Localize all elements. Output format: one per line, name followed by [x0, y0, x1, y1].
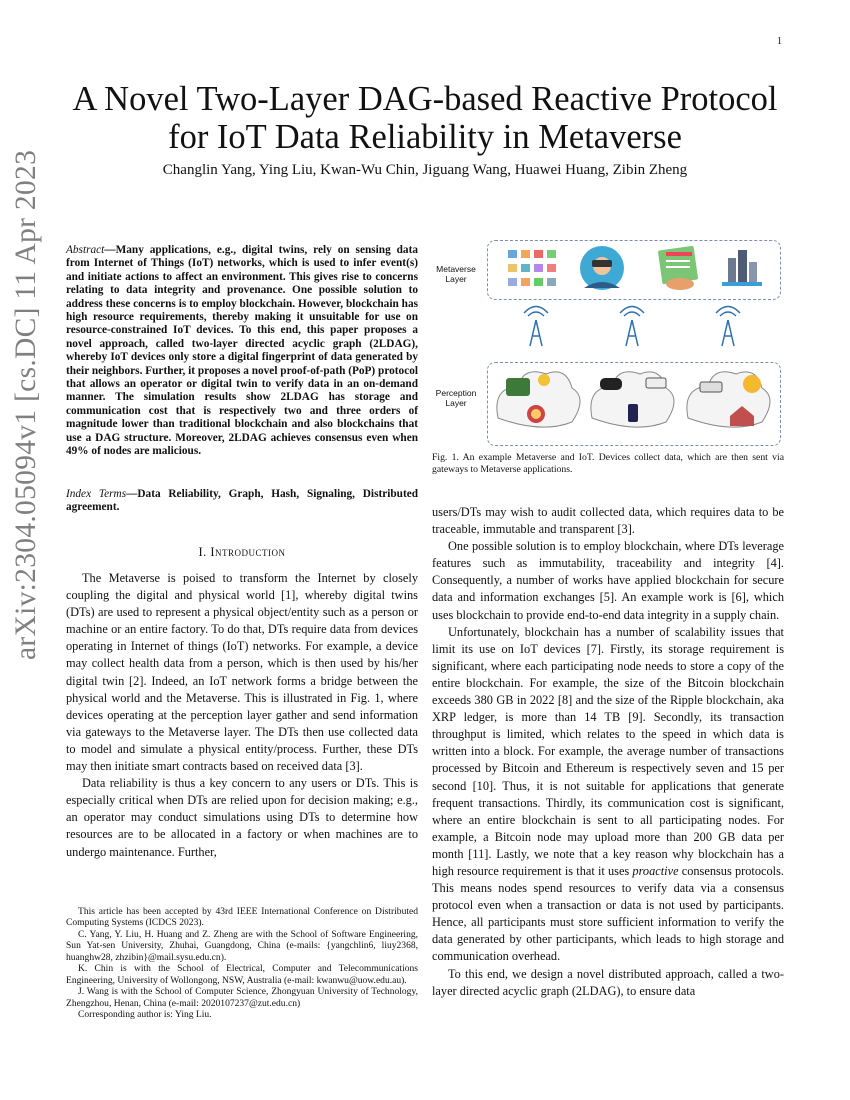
abstract-text: —Many applications, e.g., digital twins, rely on sensing data from Internet of Things (IoT) networks, which is used to infer event(s) and initiate actions to affect an environment. This gives rise to concerns relating to data integrity and provenance. One possible solution to address these concerns is to employ blockchain. However, blockchain has high resource requirements, thereby making it unsuitable for use on resource-constrained IoT devices. To this end, this paper proposes a novel approach, called two-layer directed acyclic graph (2LDAG), whereby IoT devices only store a digital fingerprint of data generated by their neighbors. Further, it proposes a novel proof-of-path (PoP) protocol that allows an operator or digital twin to verify data in an on-demand manner. The simulation results show 2LDAG has storage and communication cost that is respectively two and three orders of magnitude lower than traditional blockchain and also blockchains that use a DAG structure. Moreover, 2LDAG achieves consensus even when 49% of nodes are malicious.	[66, 244, 418, 458]
intro-paragraph: Data reliability is thus a key concern to any users or DTs. This is especially critical when DTs are relied upon for decision making; e.g., an operator may conduct simulations using DTs to determine how resources are to be allocated in a factory or when machines are to undergo maintenance. Further,	[66, 776, 418, 859]
metaverse-layer-label: Metaverse Layer	[436, 264, 476, 284]
figure-1	[432, 238, 784, 448]
abstract-label: Abstract	[66, 244, 105, 256]
arxiv-identifier: arXiv:2304.05094v1 [cs.DC] 11 Apr 2023	[10, 149, 42, 660]
smart-city-icon	[722, 250, 762, 286]
right-paragraph: To this end, we design a novel distributed approach, called a two-layer directed acyclic graph (2LDAG), to ensure data	[432, 966, 784, 998]
perception-layer-label: Perception Layer	[435, 388, 477, 408]
section-title: Introduction	[210, 545, 286, 559]
page-number: 1	[777, 36, 782, 47]
gateway-icons	[524, 307, 740, 347]
index-terms-text: —Data Reliability, Graph, Hash, Signaling, Distributed agreement.	[66, 488, 418, 514]
footnote: K. Chin is with the School of Electrical, Computer and Telecommunications Engineering, University of Wollongong, NSW, Australia (e-mail: kwanwu@uow.edu.au).	[66, 963, 418, 986]
footnote: J. Wang is with the School of Computer Science, Zhongyuan University of Technology, Zhengzhou, Henan, China (e-mail: 2020107237@zut.edu.cn)	[66, 986, 418, 1009]
right-paragraph: One possible solution is to employ blockchain, where DTs leverage features such as immutability, traceability and integrity [4]. Consequently, a number of works have applied blockchain for secure data and information exchanges [5]. An example work is [6], which uses blockchain to provide end-to-end data integrity in a supply chain.	[432, 539, 784, 622]
right-paragraph: users/DTs may wish to audit collected data, which requires data to be traceable, immutable and transparent [3].	[432, 505, 784, 537]
dashboard-app-icons	[508, 250, 556, 286]
footnote: C. Yang, Y. Liu, H. Huang and Z. Zheng are with the School of Software Engineering, Sun Yat-sen University, Zhuhai, Guangdong, China (e-mails: {yangchlin6, liuy2368, huanghw28, zhzibin}@mail.sysu.edu.cn).	[66, 928, 418, 963]
abstract	[66, 244, 418, 459]
vr-user-icon	[580, 246, 624, 290]
title-line-1: A Novel Two-Layer DAG-based Reactive Protocol	[72, 80, 778, 118]
figure-1-illustration	[432, 238, 784, 448]
figure-1-caption: Fig. 1. An example Metaverse and IoT. Devices collect data, which are then sent via gateways to Metaverse applications.	[432, 452, 784, 475]
intro-paragraph: The Metaverse is poised to transform the Internet by closely coupling the digital and physical world [1], whereby digital twins (DTs) are used to represent a physical object/entity such as a person or machine or an entire factory. To do that, DTs require data from devices operating in Internet of things (IoT) networks. For example, a device may collect health data from a person, which is then used by his/her digital twin [2]. Indeed, an IoT network forms a bridge between the physical world and the Metaverse. This is illustrated in Fig. 1, where devices operating at the perception layer gather and send information via gateways to the Metaverse layer. The DTs then use collected data to model and simulate a physical entity/process. Further, these DTs may then initiate smart contracts based on received data [3].	[66, 571, 418, 774]
index-terms-label: Index Terms	[66, 488, 127, 500]
index-terms	[66, 488, 418, 515]
emphasis-proactive: proactive	[632, 863, 679, 878]
footnotes	[66, 906, 418, 1021]
introduction-body	[66, 570, 418, 861]
section-number: I.	[198, 545, 211, 559]
right-paragraph	[432, 624, 784, 966]
footnote: This article has been accepted by 43rd IEEE International Conference on Distributed Computing Systems (ICDCS 2023).	[66, 906, 418, 929]
title-line-2: for IoT Data Reliability in Metaverse	[168, 118, 682, 156]
smart-contract-icon	[658, 246, 698, 290]
right-column-body	[432, 504, 784, 1000]
footnote: Corresponding author is: Ying Liu.	[78, 1009, 212, 1021]
paragraph-text: Unfortunately, blockchain has a number of scalability issues that limit its use on IoT devices [7]. Firstly, its storage requirement is significant, where each participating node needs to store a copy of the entire blockchain. For example, the size of the Bitcoin blockchain exceeds 380 GB in 2022 [8] and the size of the Ripple blockchain, aka XRP ledger, is more than 14 TB [9]. Secondly, its transaction throughput is limited, which relates to the speed in which data is written into a block. For example, the average number of transactions processed by Bitcoin and Ethereum is respectively seven and 15 per second [10]. Thus, it is not suitable for applications that generate frequent transactions. Thirdly, its communication cost is significant, where an entire blockchain is sent to all participating nodes. For example, a Bitcoin node may upload more than 200 GB data per month [11]. Lastly, we note that a key reason why blockchain has a high resource requirement is that it uses	[432, 624, 784, 878]
author-list: Changlin Yang, Ying Liu, Kwan-Wu Chin, Jiguang Wang, Huawei Huang, Zibin Zheng	[162, 162, 688, 178]
section-heading	[66, 545, 418, 560]
paragraph-text: consensus protocols. This means nodes spend resources to verify data via a consensus protocol even when a transaction or data is not used by participants. Hence, all participants must store sufficient information to verify the data generated by other participants, which leads to high storage and communication overhead.	[432, 863, 784, 964]
paper-title	[0, 80, 850, 156]
